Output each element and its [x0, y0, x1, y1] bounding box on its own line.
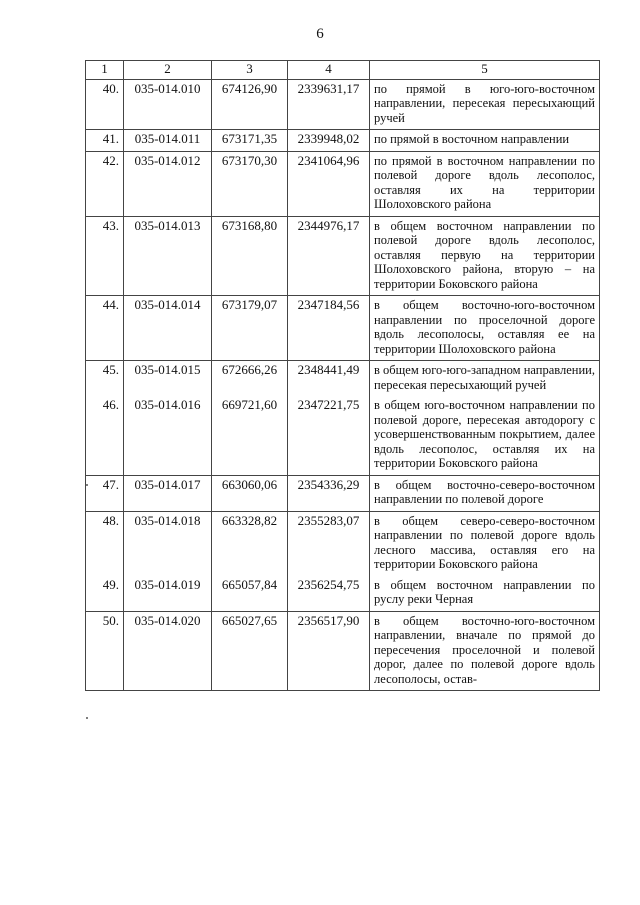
- table-row: [86, 216, 600, 296]
- table-row: [86, 130, 600, 152]
- point-code: 035-014.013: [124, 216, 212, 296]
- boundary-points-table: [85, 60, 600, 691]
- coordinate-y: 2356254,75: [288, 576, 370, 612]
- coordinate-y: 2339948,02: [288, 130, 370, 152]
- coordinate-y: 2354336,29: [288, 475, 370, 511]
- coordinate-y: 2339631,17: [288, 79, 370, 130]
- boundary-description: в общем восточном направлении по полевой дороге вдоль лесополос, оставляя первую на территории Шолоховского района, вторую – на территории Боковского района: [370, 216, 600, 296]
- boundary-description: в общем юго-юго-западном направлении, пересекая пересыхающий ручей: [370, 361, 600, 397]
- column-header-5: 5: [370, 61, 600, 80]
- table-row: [86, 361, 600, 397]
- point-code: 035-014.020: [124, 611, 212, 691]
- boundary-description: в общем восточном направлении по руслу реки Черная: [370, 576, 600, 612]
- row-number: 42.: [86, 151, 124, 216]
- coordinate-x: 673171,35: [212, 130, 288, 152]
- column-header-1: 1: [86, 61, 124, 80]
- column-header-4: 4: [288, 61, 370, 80]
- row-number: 45.: [86, 361, 124, 397]
- point-code: 035-014.015: [124, 361, 212, 397]
- coordinate-x: 663060,06: [212, 475, 288, 511]
- point-code: 035-014.011: [124, 130, 212, 152]
- row-number: 49.: [86, 576, 124, 612]
- column-header-2: 2: [124, 61, 212, 80]
- table-row: [86, 396, 600, 475]
- coordinate-y: 2344976,17: [288, 216, 370, 296]
- table-header-row: [86, 61, 600, 80]
- margin-dot: [86, 717, 88, 719]
- boundary-description: в общем восточно-северо-восточном направлении по полевой дороге: [370, 475, 600, 511]
- point-code: 035-014.018: [124, 511, 212, 576]
- row-number: 50.: [86, 611, 124, 691]
- boundary-description: по прямой в восточном направлении: [370, 130, 600, 152]
- coordinate-y: 2341064,96: [288, 151, 370, 216]
- column-header-3: 3: [212, 61, 288, 80]
- point-code: 035-014.012: [124, 151, 212, 216]
- coordinate-x: 673170,30: [212, 151, 288, 216]
- coordinate-x: 663328,82: [212, 511, 288, 576]
- row-number: 40.: [86, 79, 124, 130]
- point-code: 035-014.010: [124, 79, 212, 130]
- point-code: 035-014.017: [124, 475, 212, 511]
- coordinate-x: 673168,80: [212, 216, 288, 296]
- table-row: [86, 511, 600, 576]
- table-row: [86, 151, 600, 216]
- row-number: 41.: [86, 130, 124, 152]
- coordinate-x: 665057,84: [212, 576, 288, 612]
- coordinate-y: 2347221,75: [288, 396, 370, 475]
- coordinate-y: 2356517,90: [288, 611, 370, 691]
- point-code: 035-014.014: [124, 296, 212, 361]
- table-row: [86, 296, 600, 361]
- coordinate-y: 2355283,07: [288, 511, 370, 576]
- boundary-description: по прямой в восточном направлении по полевой дороге вдоль лесополос, оставляя их на территории Шолоховского района: [370, 151, 600, 216]
- table-row: [86, 611, 600, 691]
- coordinate-y: 2348441,49: [288, 361, 370, 397]
- boundary-description: в общем юго-восточном направлении по полевой дороге, пересекая автодорогу с усовершенствованным покрытием, далее вдоль лесополос, оставляя их на территории Боковского района: [370, 396, 600, 475]
- margin-dot: [86, 484, 88, 486]
- row-number: 43.: [86, 216, 124, 296]
- point-code: 035-014.019: [124, 576, 212, 612]
- row-number: 48.: [86, 511, 124, 576]
- row-number: 47.: [86, 475, 124, 511]
- boundary-description: в общем восточно-юго-восточном направлении, вначале по прямой до пересечения проселочной и полевой дорог, далее по полевой дороге вдоль лесополосы, остав-: [370, 611, 600, 691]
- boundary-description: по прямой в юго-юго-восточном направлении, пересекая пересыхающий ручей: [370, 79, 600, 130]
- coordinate-x: 674126,90: [212, 79, 288, 130]
- coordinate-x: 672666,26: [212, 361, 288, 397]
- row-number: 46.: [86, 396, 124, 475]
- point-code: 035-014.016: [124, 396, 212, 475]
- table-row: [86, 79, 600, 130]
- coordinate-x: 669721,60: [212, 396, 288, 475]
- table-row: [86, 576, 600, 612]
- coordinate-x: 665027,65: [212, 611, 288, 691]
- coordinate-y: 2347184,56: [288, 296, 370, 361]
- table-row: [86, 475, 600, 511]
- boundary-description: в общем северо-северо-восточном направлении по полевой дороге вдоль лесного массива, оставляя его на территории Боковского района: [370, 511, 600, 576]
- page-number: 6: [316, 26, 324, 42]
- boundary-description: в общем восточно-юго-восточном направлении по проселочной дороге вдоль лесополосы, оставляя ее на территории Шолоховского района: [370, 296, 600, 361]
- row-number: 44.: [86, 296, 124, 361]
- coordinate-x: 673179,07: [212, 296, 288, 361]
